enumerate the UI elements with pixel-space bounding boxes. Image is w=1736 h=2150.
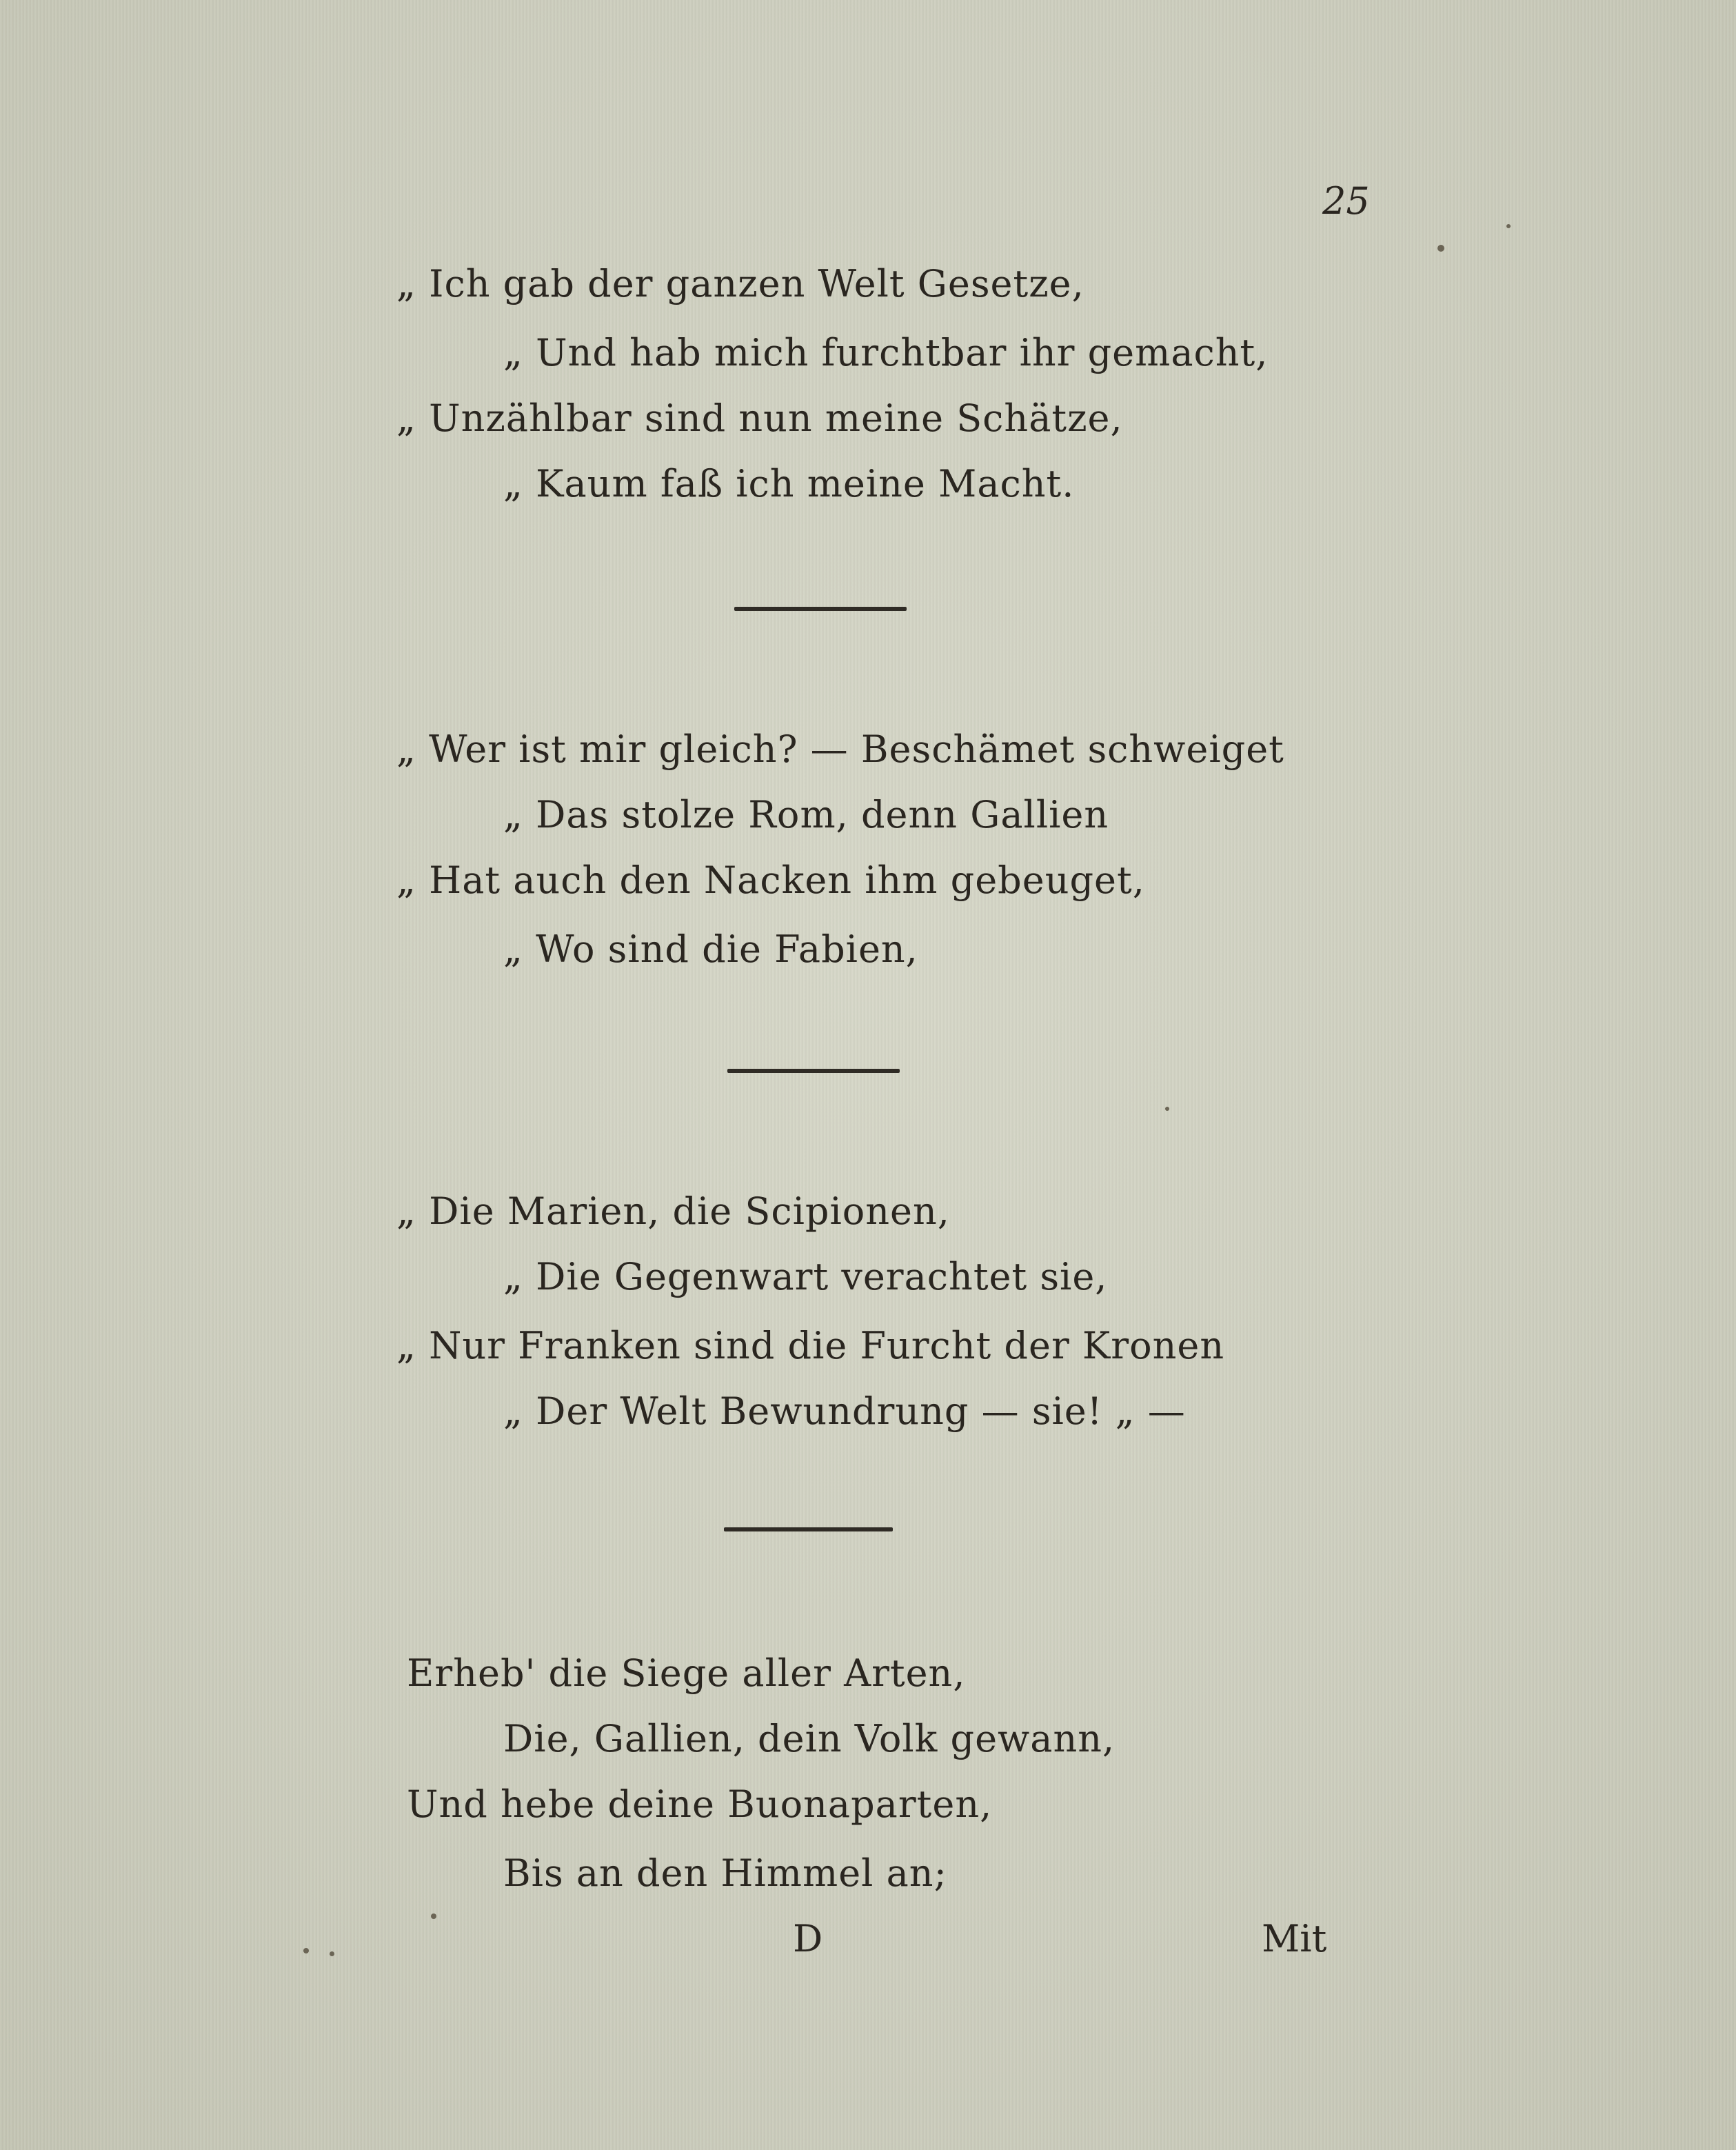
page-number: 25 — [1322, 179, 1370, 223]
stanza-divider — [727, 1069, 900, 1073]
verse-line: „ Der Welt Bewundrung — sie! „ — — [503, 1389, 1186, 1433]
paper-speck — [1165, 1107, 1169, 1111]
paper-speck — [431, 1913, 436, 1919]
paper-speck — [330, 1951, 334, 1956]
verse-line: „ Hat auch den Nacken ihm gebeuget, — [396, 858, 1145, 902]
paper-speck — [1506, 224, 1511, 228]
verse-line: „ Das stolze Rom, denn Gallien — [503, 793, 1109, 836]
verse-line: Erheb' die Siege aller Arten, — [407, 1651, 966, 1695]
verse-line: „ Wer ist mir gleich? — Beschämet schweiget — [396, 727, 1284, 771]
verse-line: „ Unzählbar sind nun meine Schätze, — [396, 396, 1123, 440]
verse-line: Und hebe deine Buonaparten, — [407, 1782, 993, 1826]
verse-line: „ Und hab mich furchtbar ihr gemacht, — [503, 331, 1269, 374]
verse-line: Bis an den Himmel an; — [503, 1851, 947, 1895]
verse-line: „ Die Gegenwart verachtet sie, — [503, 1255, 1108, 1298]
verse-line: „ Ich gab der ganzen Welt Gesetze, — [396, 262, 1084, 305]
stanza-divider — [734, 607, 907, 611]
verse-line: „ Wo sind die Fabien, — [503, 927, 918, 971]
verse-line: Die, Gallien, dein Volk gewann, — [503, 1717, 1116, 1760]
signature-mark: D — [793, 1917, 823, 1960]
verse-line: „ Die Marien, die Scipionen, — [396, 1189, 950, 1233]
catchword: Mit — [1262, 1917, 1327, 1960]
verse-line: „ Kaum faß ich meine Macht. — [503, 462, 1075, 505]
verse-line: „ Nur Franken sind die Furcht der Kronen — [396, 1324, 1225, 1367]
paper-speck — [1437, 245, 1444, 252]
paper-speck — [303, 1948, 309, 1953]
stanza-divider — [724, 1527, 893, 1531]
